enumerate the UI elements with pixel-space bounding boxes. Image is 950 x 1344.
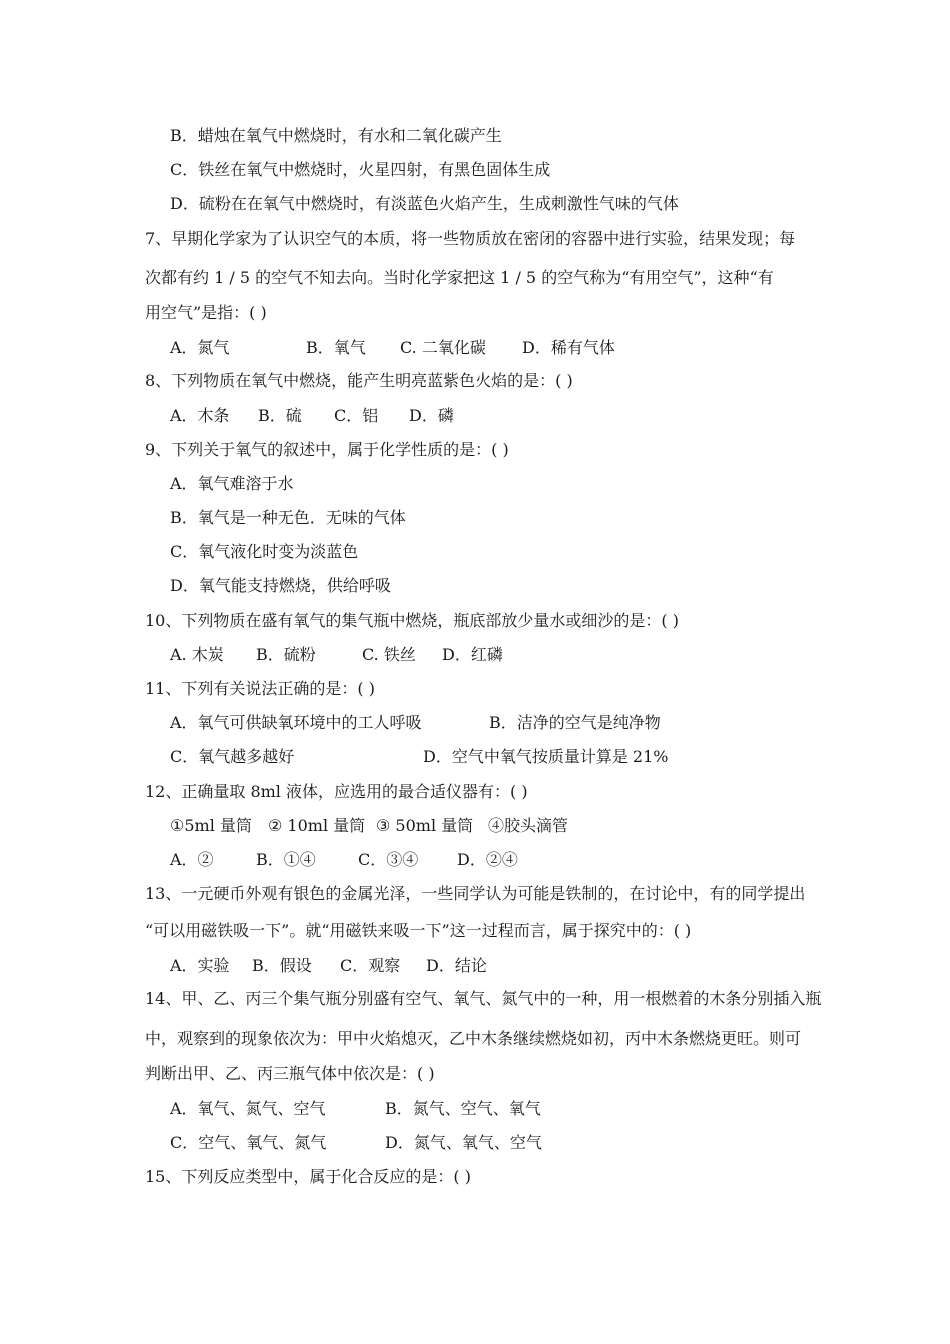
option-c: C．铁丝在氧气中燃烧时，火星四射，有黑色固体生成 — [170, 160, 551, 179]
option-d: D．氮气、氧气、空气 — [385, 1133, 542, 1152]
question-13-line-1: 13、一元硬币外观有银色的金属光泽，一些同学认为可能是铁制的，在讨论中，有的同学提出 — [145, 884, 806, 903]
option-d: D．红磷 — [442, 645, 503, 664]
question-8-options — [170, 405, 770, 427]
option-b: B．氧气是一种无色．无味的气体 — [170, 508, 406, 527]
option-d: D．②④ — [457, 850, 518, 869]
question-7-line-3: 用空气”是指：( ) — [145, 303, 267, 322]
instrument-3: ③ 50ml 量筒 — [376, 816, 474, 835]
option-b: B．硫粉 — [256, 645, 316, 664]
option-a: A．氮气 — [170, 338, 230, 357]
option-a: A．氧气可供缺氧环境中的工人呼吸 — [170, 713, 422, 732]
question-10-options — [170, 644, 770, 666]
question-11-stem: 11、下列有关说法正确的是：( ) — [145, 679, 375, 698]
option-b: B．氧气 — [306, 338, 366, 357]
option-d: D．空气中氧气按质量计算是 21% — [423, 747, 669, 766]
question-12-instruments — [170, 815, 790, 837]
question-15-stem: 15、下列反应类型中，属于化合反应的是：( ) — [145, 1167, 471, 1186]
option-c: C．氧气液化时变为淡蓝色 — [170, 542, 359, 561]
question-11-options-row-1 — [170, 712, 790, 734]
option-d: D．结论 — [426, 956, 487, 975]
instrument-2: ② 10ml 量筒 — [268, 816, 366, 835]
option-b: B．①④ — [256, 850, 316, 869]
option-b: B．洁净的空气是纯净物 — [489, 713, 661, 732]
option-b: B．硫 — [258, 406, 302, 425]
question-8-stem: 8、下列物质在氧气中燃烧，能产生明亮蓝紫色火焰的是：( ) — [145, 371, 573, 390]
option-c: C．氧气越多越好 — [170, 747, 295, 766]
option-d: D．稀有气体 — [522, 338, 615, 357]
option-d: D．磷 — [409, 406, 454, 425]
option-b: B．氮气、空气、氧气 — [385, 1099, 541, 1118]
option-a: A. 木炭 — [170, 645, 224, 664]
option-c: C. 铁丝 — [362, 645, 416, 664]
question-10-stem: 10、下列物质在盛有氧气的集气瓶中燃烧，瓶底部放少量水或细沙的是：( ) — [145, 611, 679, 630]
option-a: A．实验 — [170, 956, 230, 975]
option-a: A．氧气难溶于水 — [170, 474, 294, 493]
question-13-line-2: “可以用磁铁吸一下”。就“用磁铁来吸一下”这一过程而言，属于探究中的：( ) — [145, 921, 692, 940]
option-c: C．铝 — [334, 406, 379, 425]
option-c: C．空气、氧气、氮气 — [170, 1133, 327, 1152]
question-14-options-row-1 — [170, 1098, 790, 1120]
question-7-line-1: 7、早期化学家为了认识空气的本质，将一些物质放在密闭的容器中进行实验，结果发现；每 — [145, 229, 796, 248]
question-13-options — [170, 955, 770, 977]
option-a: A．氧气、氮气、空气 — [170, 1099, 326, 1118]
question-12-stem: 12、正确量取 8ml 液体，应选用的最合适仪器有：( ) — [145, 782, 528, 801]
option-d: D．氧气能支持燃烧，供给呼吸 — [170, 576, 391, 595]
option-c: C．观察 — [340, 956, 401, 975]
option-a: A．木条 — [170, 406, 230, 425]
question-7-options — [170, 337, 770, 359]
option-b: B．假设 — [252, 956, 312, 975]
question-14-line-1: 14、甲、乙、丙三个集气瓶分别盛有空气、氧气、氮气中的一种，用一根燃着的木条分别插入瓶 — [145, 989, 822, 1008]
option-c: C. 二氧化碳 — [400, 338, 486, 357]
question-11-options-row-2 — [170, 746, 790, 768]
option-a: A．② — [170, 850, 214, 869]
question-9-stem: 9、下列关于氧气的叙述中，属于化学性质的是：( ) — [145, 440, 509, 459]
option-b: B．蜡烛在氧气中燃烧时，有水和二氧化碳产生 — [170, 126, 502, 145]
question-12-options — [170, 849, 790, 871]
question-7-line-2: 次都有约 1 / 5 的空气不知去向。当时化学家把这 1 / 5 的空气称为“有用空气”，这种“有 — [145, 268, 774, 287]
option-c: C．③④ — [358, 850, 419, 869]
option-d: D．硫粉在在氧气中燃烧时，有淡蓝色火焰产生，生成刺激性气味的气体 — [170, 194, 679, 213]
question-14-line-2: 中，观察到的现象依次为：甲中火焰熄灭，乙中木条继续燃烧如初，丙中木条燃烧更旺。则可 — [145, 1029, 802, 1048]
instrument-4: ④胶头滴管 — [488, 816, 569, 835]
instrument-1: ①5ml 量筒 — [170, 816, 252, 835]
question-14-options-row-2 — [170, 1132, 790, 1154]
question-14-line-3: 判断出甲、乙、丙三瓶气体中依次是：( ) — [145, 1064, 435, 1083]
